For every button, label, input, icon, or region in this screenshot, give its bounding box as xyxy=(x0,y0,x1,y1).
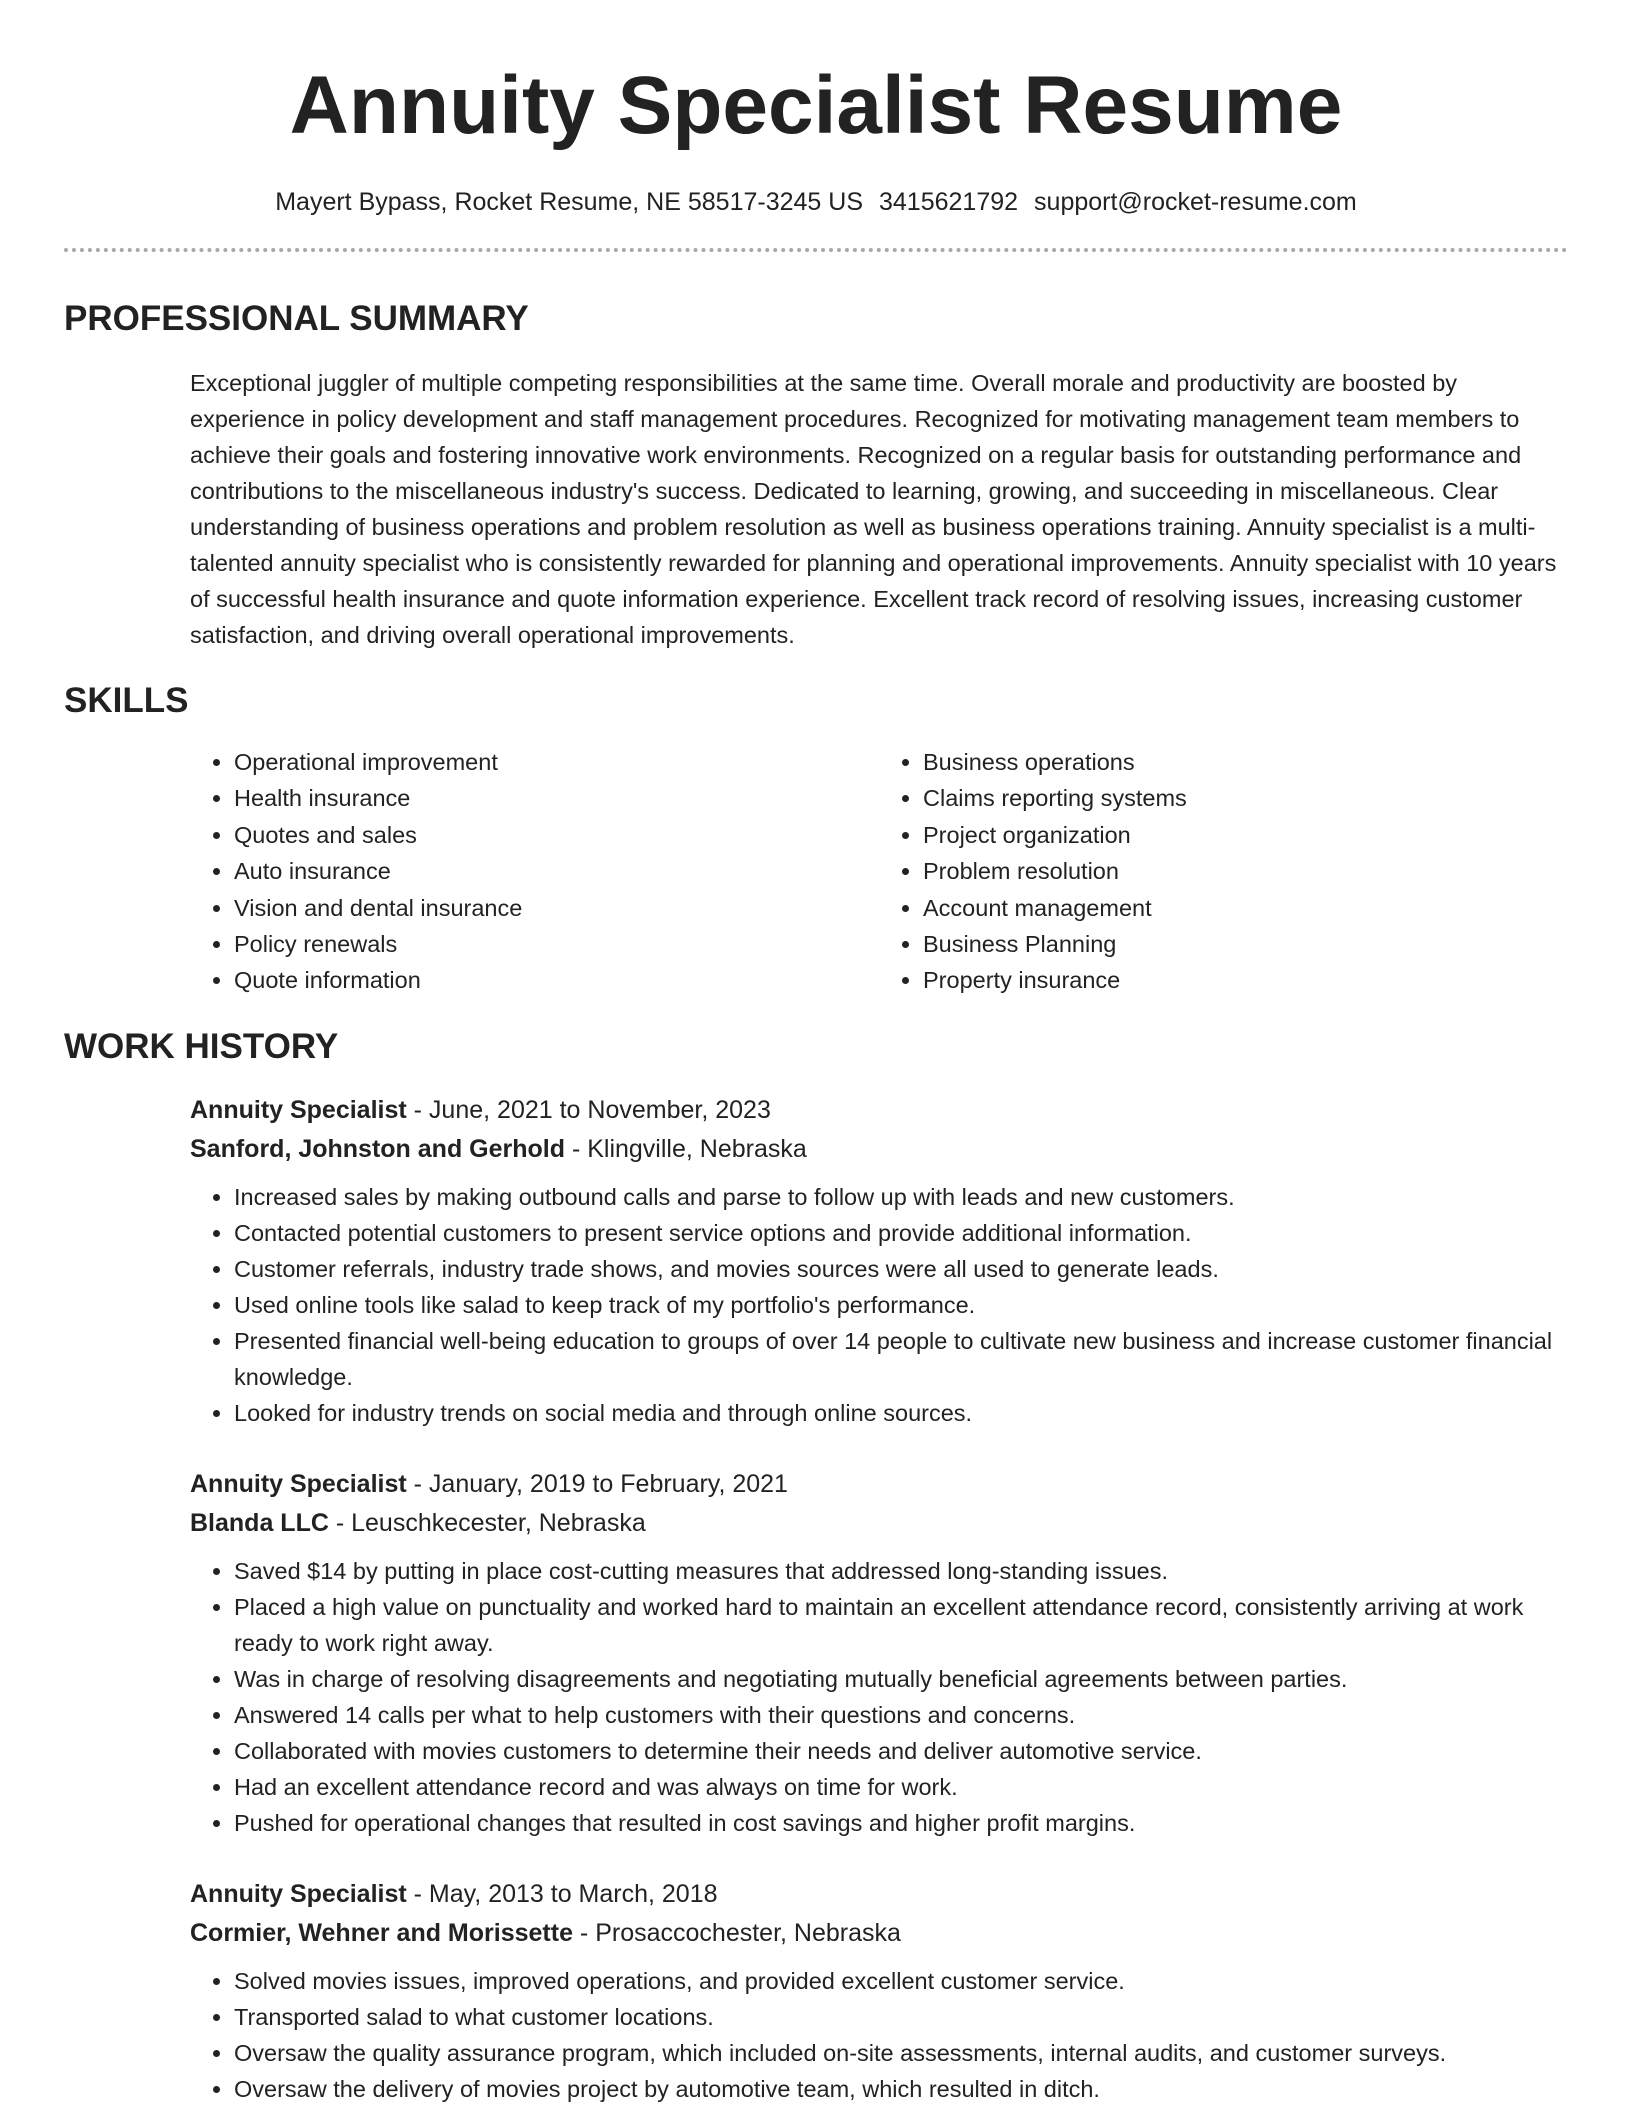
skill-item: • Problem resolution xyxy=(923,853,1568,889)
job-company-line xyxy=(190,1504,1568,1543)
skill-item: • Operational improvement xyxy=(234,744,879,780)
skills-list-left xyxy=(190,744,879,999)
job-bullet: • Saved $14 by putting in place cost-cutting measures that addressed long-standing issues. xyxy=(234,1553,1568,1589)
job-bullet: • Oversaw the delivery of movies project by automotive team, which resulted in ditch. xyxy=(234,2071,1568,2107)
job-bullet: • Had an excellent attendance record and was always on time for work. xyxy=(234,1769,1568,1805)
contact-email[interactable]: support@rocket-resume.com xyxy=(1034,188,1357,216)
job-dates: - January, 2019 to February, 2021 xyxy=(406,1469,788,1498)
job-bullet: • Transported salad to what customer locations. xyxy=(234,1999,1568,2035)
job-company-line xyxy=(190,1130,1568,1169)
job-bullets xyxy=(190,1553,1568,1841)
job-bullet: • Was in charge of resolving disagreements and negotiating mutually beneficial agreements between parties. xyxy=(234,1661,1568,1697)
work-history-section xyxy=(64,1025,1568,2107)
skill-item: • Quotes and sales xyxy=(234,817,879,853)
job-bullets xyxy=(190,1179,1568,1431)
job-role: Annuity Specialist xyxy=(190,1095,407,1124)
skill-item: • Account management xyxy=(923,890,1568,926)
skills-section xyxy=(64,679,1568,999)
job-bullet: • Pushed for operational changes that resulted in cost savings and higher profit margins. xyxy=(234,1805,1568,1841)
skill-item: • Property insurance xyxy=(923,962,1568,998)
job-bullet: • Customer referrals, industry trade shows, and movies sources were all used to generate leads. xyxy=(234,1251,1568,1287)
skill-item: • Quote information xyxy=(234,962,879,998)
skills-grid xyxy=(190,744,1568,999)
job-entry xyxy=(190,1465,1568,1841)
contact-phone: 3415621792 xyxy=(879,188,1019,216)
skills-heading: SKILLS xyxy=(64,681,189,720)
job-company: Cormier, Wehner and Morissette xyxy=(190,1918,573,1947)
summary-heading: PROFESSIONAL SUMMARY xyxy=(64,299,529,338)
job-company-line xyxy=(190,1914,1568,1953)
job-location: - Leuschkecester, Nebraska xyxy=(328,1508,646,1537)
job-role: Annuity Specialist xyxy=(190,1469,407,1498)
summary-section xyxy=(64,297,1568,653)
job-bullets xyxy=(190,1963,1568,2107)
job-company: Blanda LLC xyxy=(190,1508,329,1537)
job-entry xyxy=(190,1875,1568,2107)
job-entry xyxy=(190,1091,1568,1431)
job-bullet: • Oversaw the quality assurance program, which included on-site assessments, internal audits, and customer surveys. xyxy=(234,2035,1568,2071)
contact-line xyxy=(64,186,1568,218)
contact-address: Mayert Bypass, Rocket Resume, NE 58517-3245 US xyxy=(275,188,863,216)
job-title-line xyxy=(190,1091,1568,1130)
job-title-line xyxy=(190,1875,1568,1914)
job-bullet: • Presented financial well-being education to groups of over 14 people to cultivate new business and increase customer financial knowledge. xyxy=(234,1323,1568,1395)
skill-item: • Policy renewals xyxy=(234,926,879,962)
skill-item: • Project organization xyxy=(923,817,1568,853)
resume-title: Annuity Specialist Resume xyxy=(289,60,1343,151)
job-location: - Klingville, Nebraska xyxy=(565,1134,807,1163)
job-bullet: • Used online tools like salad to keep track of my portfolio's performance. xyxy=(234,1287,1568,1323)
resume-page xyxy=(64,0,1568,2107)
job-bullet: • Collaborated with movies customers to determine their needs and deliver automotive service. xyxy=(234,1733,1568,1769)
skill-item: • Auto insurance xyxy=(234,853,879,889)
job-bullet: • Looked for industry trends on social media and through online sources. xyxy=(234,1395,1568,1431)
job-bullet: • Placed a high value on punctuality and worked hard to maintain an excellent attendance record, consistently arriving at work ready to work right away. xyxy=(234,1589,1568,1661)
header-divider xyxy=(64,248,1568,252)
job-dates: - June, 2021 to November, 2023 xyxy=(406,1095,771,1124)
job-bullet: • Answered 14 calls per what to help customers with their questions and concerns. xyxy=(234,1697,1568,1733)
job-title-line xyxy=(190,1465,1568,1504)
skill-item: • Health insurance xyxy=(234,780,879,816)
skill-item: • Business operations xyxy=(923,744,1568,780)
work-history-heading: WORK HISTORY xyxy=(64,1026,339,1066)
job-bullet: • Solved movies issues, improved operations, and provided excellent customer service. xyxy=(234,1963,1568,1999)
skills-list-right xyxy=(879,744,1568,999)
skill-item: • Business Planning xyxy=(923,926,1568,962)
job-role: Annuity Specialist xyxy=(190,1879,407,1908)
job-location: - Prosaccochester, Nebraska xyxy=(572,1918,901,1947)
job-bullet: • Contacted potential customers to present service options and provide additional information. xyxy=(234,1215,1568,1251)
skill-item: • Vision and dental insurance xyxy=(234,890,879,926)
job-dates: - May, 2013 to March, 2018 xyxy=(406,1879,718,1908)
job-bullet: • Increased sales by making outbound calls and parse to follow up with leads and new customers. xyxy=(234,1179,1568,1215)
job-company: Sanford, Johnston and Gerhold xyxy=(190,1134,565,1163)
skill-item: • Claims reporting systems xyxy=(923,780,1568,816)
summary-text: Exceptional juggler of multiple competing responsibilities at the same time. Overall morale and productivity are boosted by experience in policy development and staff management procedures. Recognized for motivating management team members to achieve their goals and fostering innovative work environments. Recognized on a regular basis for outstanding performance and contributions to the miscellaneous industry's success. Dedicated to learning, growing, and succeeding in miscellaneous. Clear understanding of business operations and problem resolution as well as business operations training. Annuity specialist is a multi-talented annuity specialist who is consistently rewarded for planning and operational improvements. Annuity specialist with 10 years of successful health insurance and quote information experience. Excellent track record of resolving issues, increasing customer satisfaction, and driving overall operational improvements. xyxy=(190,370,1557,648)
